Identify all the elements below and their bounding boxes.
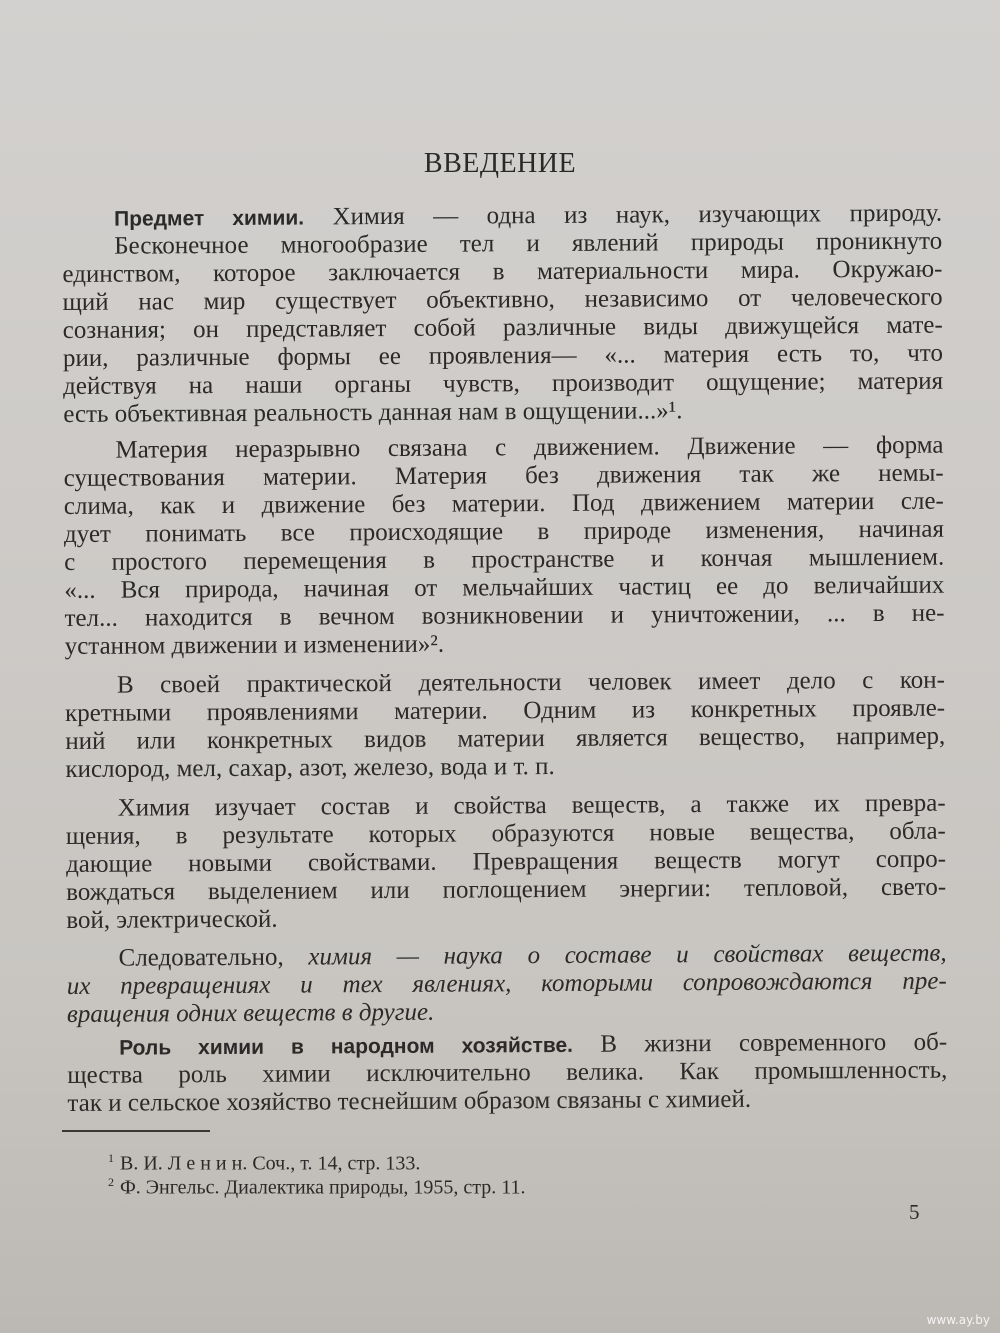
- text-line: [65, 628, 945, 661]
- text-run: щий нас мир существует объективно, независимо от человеческого: [62, 283, 943, 316]
- text-run: дающие новыми свойствами. Превращения веществ могут сопро-: [65, 845, 947, 878]
- text-run: Следовательно,: [118, 943, 309, 972]
- text-run: действуя на наши органы чувств, производит ощущение; материя: [63, 367, 944, 400]
- chapter-title: ВВЕДЕНИЕ: [423, 148, 577, 179]
- text-run: дует понимать все происходящие в природе изменения, начиная: [63, 515, 945, 548]
- text-run: с простого перемещения в пространстве и кончая мышлением.: [64, 543, 945, 576]
- footnote: [108, 1170, 526, 1200]
- text-run: химия — наука о составе и свойствах веществ,: [308, 939, 947, 971]
- footnote-text: В. И. Л е н и н. Соч., т. 14, стр. 133.: [120, 1152, 421, 1175]
- watermark: www.ay.by: [926, 1313, 990, 1327]
- text-run: щества роль химии исключительно велика. Как промышленность,: [67, 1056, 948, 1089]
- text-run: так и сельское хозяйство теснейшим образом связаны с химией.: [67, 1085, 752, 1117]
- text-line: [65, 751, 945, 784]
- footnote-separator: [62, 1130, 210, 1132]
- text-run: есть объективная реальность данная нам в ощущении...»¹.: [63, 397, 683, 428]
- text-line: [67, 996, 947, 1029]
- text-run: Химия — одна из наук, изучающих природу.: [303, 199, 943, 231]
- text-run: кислород, мел, сахар, азот, железо, вода и т. п.: [65, 753, 555, 783]
- text-run: единством, которое заключается в материальности мира. Окружаю-: [62, 255, 943, 288]
- footnote-mark: 1: [108, 1151, 114, 1165]
- text-run: рии, различные формы ее проявления— «... материя есть то, что: [62, 339, 944, 372]
- text-run: устанном движении и изменении»².: [64, 630, 445, 660]
- footnote-text: Ф. Энгельс. Диалектика природы, 1955, стр. 11.: [120, 1176, 526, 1199]
- text-run: «... Вся природа, начиная от мельчайших частиц ее до величайших: [64, 571, 945, 604]
- text-run: вождаться выделением или поглощением энергии: тепловой, свето-: [66, 873, 947, 906]
- text-run: вращения одних веществ в другие.: [66, 998, 435, 1028]
- text-run: существования материи. Материя без движения так же немы-: [63, 459, 944, 492]
- text-run: вой, электрической.: [66, 905, 278, 934]
- section-heading: Роль химии в народном хозяйстве.: [119, 1033, 574, 1060]
- section-heading: Предмет химии.: [114, 206, 305, 231]
- text-run: ний или конкретных видов материи является вещество, например,: [65, 722, 946, 755]
- text-line: [66, 902, 946, 935]
- footnote-mark: 2: [108, 1175, 114, 1189]
- text-line: [67, 1085, 947, 1118]
- text-run: щения, в результате которых образуются новые вещества, обла-: [65, 817, 946, 850]
- text-run: Бесконечное многообразие тел и явлений природы проникнуто: [114, 227, 943, 260]
- text-run: Химия изучает состав и свойства веществ, а также их превра-: [117, 789, 946, 822]
- text-run: сознания; он представляет собой различные виды движущейся мате-: [62, 311, 943, 344]
- page-number: 5: [909, 1200, 920, 1224]
- text-run: их превращениях и тех явлениях, которыми сопровождаются пре-: [66, 967, 947, 1000]
- text-run: Материя неразрывно связана с движением. Движение — форма: [115, 431, 944, 464]
- text-line: [63, 396, 943, 429]
- text-run: слима, как и движение без материи. Под движением материи сле-: [63, 487, 944, 520]
- text-run: кретными проявлениями материи. Одним из конкретных проявле-: [65, 694, 946, 727]
- text-run: В жизни современного об-: [572, 1028, 948, 1058]
- text-run: тел... находится в вечном возникновении и уничтожении, ... в не-: [64, 599, 945, 632]
- body-text: [62, 199, 948, 1117]
- text-run: В своей практической деятельности человек имеет дело с кон-: [116, 666, 946, 699]
